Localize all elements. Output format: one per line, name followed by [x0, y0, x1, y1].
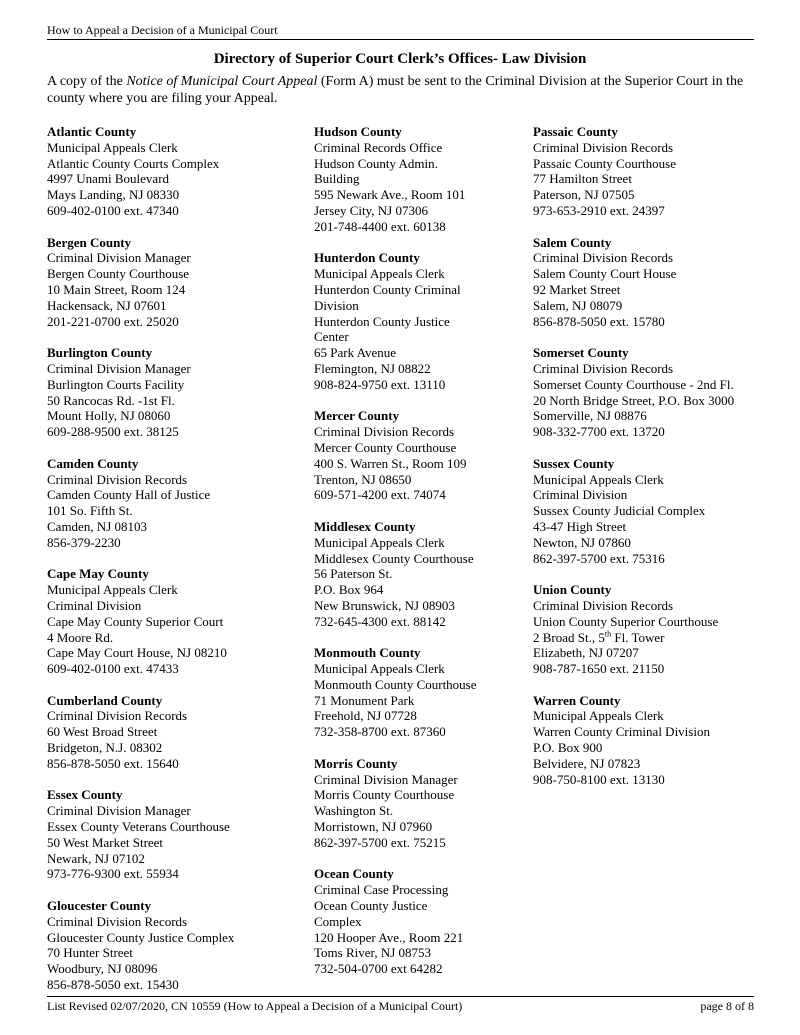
address-line: Criminal Division Manager: [47, 803, 191, 819]
address-line: 856-379-2230: [47, 534, 121, 550]
county-entry: [533, 456, 758, 567]
address-line: Freehold, NJ 07728: [314, 708, 417, 724]
address-line: Criminal Records Office: [314, 139, 443, 155]
county-name: Monmouth County: [314, 645, 421, 661]
county-entry: [533, 693, 758, 788]
page-number: page 8 of 8: [700, 999, 754, 1013]
address-line: Salem County Court House: [533, 266, 677, 282]
address-line: 609-402-0100 ext. 47433: [47, 661, 179, 677]
address-line: Salem, NJ 08079: [533, 297, 623, 313]
address-line: Passaic County Courthouse: [533, 155, 676, 171]
address-line: Mays Landing, NJ 08330: [47, 187, 180, 203]
county-entry: [47, 456, 302, 551]
county-name: Passaic County: [533, 124, 618, 139]
address-line: Ocean County Justice: [314, 898, 428, 914]
county-entry: [314, 519, 514, 630]
address-line: Monmouth County Courthouse: [314, 676, 477, 692]
address-line: 856-878-5050 ext. 15780: [533, 313, 665, 329]
address-line: 732-504-0700 ext 64282: [314, 961, 443, 977]
county-entry: [47, 693, 302, 772]
address-line: 65 Park Avenue: [314, 345, 397, 361]
directory-column-3: [533, 124, 758, 803]
address-line: 10 Main Street, Room 124: [47, 281, 186, 297]
address-line: Gloucester County Justice Complex: [47, 929, 235, 945]
address-line: 60 West Broad Street: [47, 724, 158, 740]
address-line: 77 Hamilton Street: [533, 171, 632, 187]
address-line: Mercer County Courthouse: [314, 439, 457, 455]
directory-column-2: [314, 124, 514, 993]
address-line: Hunterdon County Criminal: [314, 281, 461, 297]
county-entry: [47, 898, 302, 993]
address-line: Somerset County Courthouse - 2nd Fl.: [533, 376, 734, 392]
page-title: Directory of Superior Court Clerk’s Offices- Law Division: [213, 51, 587, 67]
address-line: Elizabeth, NJ 07207: [533, 645, 639, 661]
address-line: 4 Moore Rd.: [47, 629, 114, 645]
address-line: 908-787-1650 ext. 21150: [533, 661, 665, 677]
county-entry: [314, 124, 514, 235]
county-name: Somerset County: [533, 345, 629, 361]
address-line: Somerville, NJ 08876: [533, 408, 647, 424]
address-line: 2 Broad St., 5th Fl. Tower: [533, 629, 665, 645]
address-line: 973-776-9300 ext. 55934: [47, 866, 179, 882]
address-line: Criminal Case Processing: [314, 882, 449, 898]
county-name: Camden County: [47, 455, 139, 471]
address-line: Division: [314, 297, 359, 313]
address-line: P.O. Box 964: [314, 582, 384, 598]
address-line: 908-750-8100 ext. 13130: [533, 771, 665, 787]
address-line: 43-47 High Street: [533, 518, 627, 534]
address-line: Criminal Division Manager: [314, 771, 458, 787]
county-entry: [533, 235, 758, 330]
address-line: Criminal Division Records: [533, 250, 674, 266]
address-line: Flemington, NJ 08822: [314, 360, 431, 376]
address-line: Woodbury, NJ 08096: [47, 961, 158, 977]
county-name: Cumberland County: [47, 692, 163, 708]
county-entry: [47, 124, 302, 219]
address-line: Center: [314, 329, 349, 345]
address-line: 609-402-0100 ext. 47340: [47, 202, 179, 218]
address-line: 71 Monument Park: [314, 692, 415, 708]
address-line: 400 S. Warren St., Room 109: [314, 455, 467, 471]
address-line: Hudson County Admin.: [314, 155, 438, 171]
address-line: 595 Newark Ave., Room 101: [314, 187, 466, 203]
address-line: Warren County Criminal Division: [533, 724, 710, 740]
address-line: Atlantic County Courts Complex: [47, 155, 220, 171]
county-entry: [533, 124, 758, 219]
county-name: Salem County: [533, 234, 612, 250]
address-line: Criminal Division Records: [533, 139, 674, 155]
address-line: Cape May Court House, NJ 08210: [47, 645, 227, 661]
county-entry: [314, 645, 514, 740]
address-line: Criminal Division Records: [533, 360, 674, 376]
address-line: Criminal Division Records: [47, 708, 188, 724]
county-name: Essex County: [47, 787, 123, 803]
county-name: Warren County: [533, 692, 621, 708]
address-line: P.O. Box 900: [533, 740, 603, 756]
page-footer: [47, 996, 754, 1013]
address-line: New Brunswick, NJ 08903: [314, 597, 455, 613]
county-entry: [47, 787, 302, 882]
address-line: Jersey City, NJ 07306: [314, 202, 428, 218]
address-line: 20 North Bridge Street, P.O. Box 3000: [533, 392, 735, 408]
address-line: Municipal Appeals Clerk: [533, 471, 664, 487]
address-line: Morris County Courthouse: [314, 787, 455, 803]
address-line: Building: [314, 171, 360, 187]
address-line: Municipal Appeals Clerk: [314, 534, 445, 550]
address-line: Bridgeton, N.J. 08302: [47, 740, 163, 756]
county-name: Hudson County: [314, 124, 402, 139]
address-line: 908-332-7700 ext. 13720: [533, 424, 665, 440]
address-line: 862-397-5700 ext. 75215: [314, 834, 446, 850]
address-line: Union County Superior Courthouse: [533, 613, 719, 629]
address-line: 50 West Market Street: [47, 834, 164, 850]
address-line: 56 Paterson St.: [314, 566, 393, 582]
address-line: 201-748-4400 ext. 60138: [314, 218, 446, 234]
county-name: Sussex County: [533, 455, 615, 471]
address-line: Toms River, NJ 08753: [314, 945, 432, 961]
address-line: 101 So. Fifth St.: [47, 503, 133, 519]
address-line: 120 Hooper Ave., Room 221: [314, 929, 464, 945]
running-header: How to Appeal a Decision of a Municipal Court: [47, 22, 754, 40]
intro-paragraph: [47, 74, 757, 107]
county-entry: [533, 345, 758, 440]
county-entry: [47, 345, 302, 440]
address-line: Camden, NJ 08103: [47, 518, 148, 534]
address-line: Middlesex County Courthouse: [314, 550, 474, 566]
address-line: Belvidere, NJ 07823: [533, 755, 641, 771]
address-line: Essex County Veterans Courthouse: [47, 819, 230, 835]
address-line: Criminal Division Records: [47, 471, 188, 487]
county-name: Cape May County: [47, 566, 149, 582]
address-line: 70 Hunter Street: [47, 945, 133, 961]
address-line: Municipal Appeals Clerk: [47, 582, 178, 598]
address-line: 50 Rancocas Rd. -1st Fl.: [47, 392, 175, 408]
address-line: Municipal Appeals Clerk: [533, 708, 664, 724]
address-line: 201-221-0700 ext. 25020: [47, 313, 179, 329]
address-line: Cape May County Superior Court: [47, 613, 224, 629]
revision-note: List Revised 02/07/2020, CN 10559 (How to Appeal a Decision of a Municipal Court): [47, 999, 463, 1013]
address-line: Criminal Division: [533, 487, 628, 503]
address-line: Criminal Division Records: [47, 913, 188, 929]
directory-column-1: [47, 124, 302, 1009]
address-line: Trenton, NJ 08650: [314, 471, 412, 487]
ordinal-suffix: th: [604, 629, 612, 639]
address-line: Complex: [314, 913, 362, 929]
address-line: 732-645-4300 ext. 88142: [314, 613, 446, 629]
county-name: Ocean County: [314, 866, 394, 882]
address-line: 732-358-8700 ext. 87360: [314, 724, 446, 740]
county-entry: [314, 250, 514, 392]
county-name: Burlington County: [47, 345, 153, 361]
county-name: Atlantic County: [47, 124, 137, 139]
address-line: Newark, NJ 07102: [47, 850, 145, 866]
address-line: Criminal Division Records: [314, 424, 455, 440]
county-name: Union County: [533, 582, 612, 598]
address-line: Morristown, NJ 07960: [314, 819, 433, 835]
county-name: Gloucester County: [47, 898, 152, 914]
intro-text-1: A copy of the: [47, 74, 127, 89]
address-line: 862-397-5700 ext. 75316: [533, 550, 665, 566]
address-line: Municipal Appeals Clerk: [314, 661, 445, 677]
address-line: 856-878-5050 ext. 15430: [47, 977, 179, 993]
county-name: Hunterdon County: [314, 250, 420, 266]
county-entry: [314, 866, 514, 977]
address-line: 973-653-2910 ext. 24397: [533, 202, 665, 218]
address-line: Criminal Division: [47, 597, 142, 613]
address-line: 4997 Unami Boulevard: [47, 171, 170, 187]
address-line: 609-288-9500 ext. 38125: [47, 424, 179, 440]
county-entry: [47, 235, 302, 330]
county-name: Mercer County: [314, 408, 400, 424]
address-line: Criminal Division Manager: [47, 360, 191, 376]
form-title: Notice of Municipal Court Appeal: [126, 74, 318, 89]
county-entry: [314, 408, 514, 503]
address-line: Camden County Hall of Justice: [47, 487, 211, 503]
address-line: Sussex County Judicial Complex: [533, 503, 706, 519]
county-name: Middlesex County: [314, 518, 416, 534]
county-name: Bergen County: [47, 234, 132, 250]
address-line: 856-878-5050 ext. 15640: [47, 755, 179, 771]
address-line: Mount Holly, NJ 08060: [47, 408, 171, 424]
address-line: 92 Market Street: [533, 281, 621, 297]
address-line: Hackensack, NJ 07601: [47, 297, 167, 313]
address-line: Burlington Courts Facility: [47, 376, 185, 392]
county-entry: [533, 582, 758, 677]
address-line: 609-571-4200 ext. 74074: [314, 487, 446, 503]
address-line: 908-824-9750 ext. 13110: [314, 376, 446, 392]
address-line: Municipal Appeals Clerk: [47, 139, 178, 155]
address-line: Criminal Division Records: [533, 597, 674, 613]
address-line: Washington St.: [314, 803, 394, 819]
county-entry: [314, 756, 514, 851]
address-line: Bergen County Courthouse: [47, 266, 190, 282]
address-line: Municipal Appeals Clerk: [314, 266, 445, 282]
address-line: Paterson, NJ 07505: [533, 187, 635, 203]
county-entry: [47, 566, 302, 677]
address-line: Newton, NJ 07860: [533, 534, 631, 550]
intro-text-2: (Form A) must be sent to the Criminal Division at the Superior Court in the county where you are filing your Appeal.: [47, 74, 744, 106]
county-name: Morris County: [314, 755, 398, 771]
address-line: Hunterdon County Justice: [314, 313, 450, 329]
address-line: Criminal Division Manager: [47, 250, 191, 266]
